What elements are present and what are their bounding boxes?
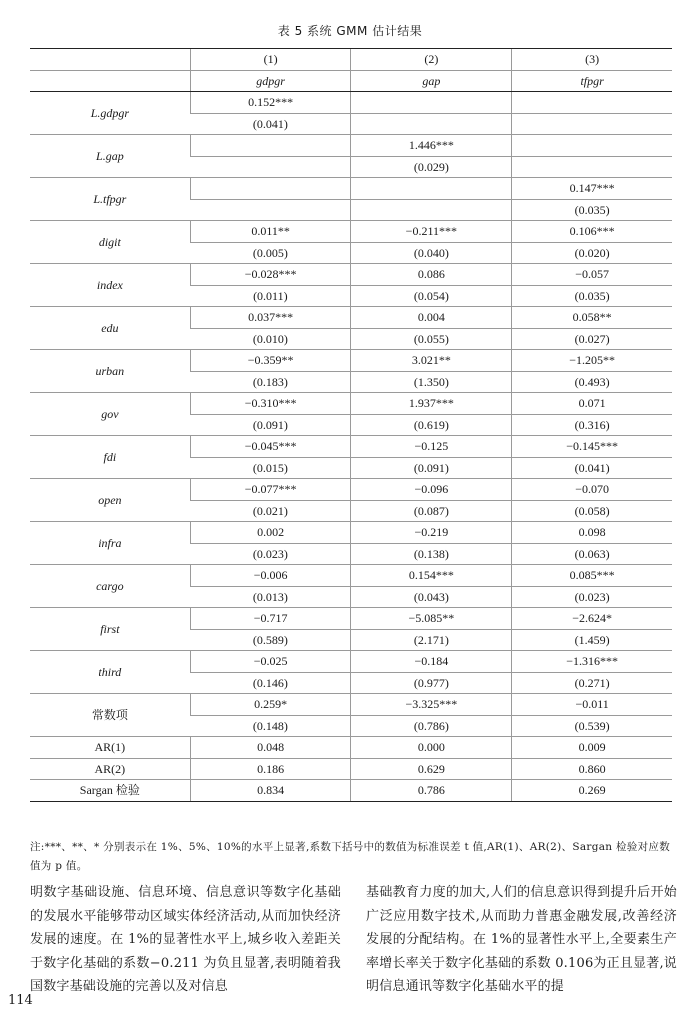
table-note: 注:***、**、* 分别表示在 1%、5%、10%的水平上显著,系数下括号中的数值为标准误差 t 值,AR(1)、AR(2)、Sargan 检验对应数值为 p 值。 xyxy=(30,841,671,872)
column-number: (1) xyxy=(190,49,351,71)
variable-row xyxy=(30,393,672,415)
standard-error-cell: (0.013) xyxy=(190,586,351,608)
coefficient-cell: −5.085** xyxy=(351,608,512,630)
standard-error-cell: (0.087) xyxy=(351,500,512,522)
standard-error-cell: (0.091) xyxy=(190,414,351,436)
standard-error-cell: (0.058) xyxy=(512,500,672,522)
coefficient-cell: −0.006 xyxy=(190,565,351,587)
coefficient-cell: −0.025 xyxy=(190,651,351,673)
standard-error-cell: (0.035) xyxy=(512,199,672,221)
standard-error-cell: (0.316) xyxy=(512,414,672,436)
statistic-row xyxy=(30,737,672,759)
body-text-left-column: 明数字基础设施、信息环境、信息意识等数字化基础的发展水平能够带动区域实体经济活动,从而加快经济发展的速度。在 1%的显著性水平上,城乡收入差距关于数字化基础的系数−0.211 为负且显著,表明随着我国数字基础设施的完善以及对信息 xyxy=(30,885,341,994)
statistic-value: 0.186 xyxy=(190,758,351,780)
coefficient-cell xyxy=(351,92,512,114)
standard-error-cell xyxy=(512,156,672,178)
variable-label: digit xyxy=(30,221,190,264)
standard-error-cell: (2.171) xyxy=(351,629,512,651)
variable-label: third xyxy=(30,651,190,694)
standard-error-cell: (0.619) xyxy=(351,414,512,436)
dependent-variable: tfpgr xyxy=(512,70,672,92)
standard-error-cell: (0.035) xyxy=(512,285,672,307)
standard-error-cell: (0.043) xyxy=(351,586,512,608)
standard-error-cell: (0.148) xyxy=(190,715,351,737)
statistic-value: 0.009 xyxy=(512,737,672,759)
coefficient-cell: 0.086 xyxy=(351,264,512,286)
coefficient-cell: 0.004 xyxy=(351,307,512,329)
coefficient-cell: 0.106*** xyxy=(512,221,672,243)
standard-error-cell: (0.040) xyxy=(351,242,512,264)
coefficient-cell xyxy=(190,135,351,157)
standard-error-cell: (0.023) xyxy=(190,543,351,565)
page-number: 114 xyxy=(8,993,33,1008)
coefficient-cell: −0.310*** xyxy=(190,393,351,415)
variable-row xyxy=(30,307,672,329)
standard-error-cell: (0.029) xyxy=(351,156,512,178)
variable-label: L.gdpgr xyxy=(30,92,190,135)
coefficient-cell: 0.037*** xyxy=(190,307,351,329)
standard-error-cell: (0.010) xyxy=(190,328,351,350)
coefficient-cell: 0.098 xyxy=(512,522,672,544)
coefficient-cell xyxy=(512,135,672,157)
statistic-row xyxy=(30,758,672,780)
coefficient-cell: −1.205** xyxy=(512,350,672,372)
standard-error-cell: (0.041) xyxy=(190,113,351,135)
variable-row xyxy=(30,135,672,157)
coefficient-cell: 3.021** xyxy=(351,350,512,372)
coefficient-cell: 0.002 xyxy=(190,522,351,544)
standard-error-cell: (0.539) xyxy=(512,715,672,737)
standard-error-cell: (0.055) xyxy=(351,328,512,350)
standard-error-cell: (0.027) xyxy=(512,328,672,350)
coefficient-cell: −0.077*** xyxy=(190,479,351,501)
variable-row xyxy=(30,651,672,673)
coefficient-cell: −0.096 xyxy=(351,479,512,501)
standard-error-cell: (0.041) xyxy=(512,457,672,479)
coefficient-cell: 1.937*** xyxy=(351,393,512,415)
statistic-value: 0.786 xyxy=(351,780,512,802)
coefficient-cell: −0.125 xyxy=(351,436,512,458)
header-blank-cell xyxy=(30,49,190,71)
standard-error-cell: (0.183) xyxy=(190,371,351,393)
standard-error-cell: (0.138) xyxy=(351,543,512,565)
statistic-value: 0.629 xyxy=(351,758,512,780)
variable-label: gov xyxy=(30,393,190,436)
coefficient-cell: 0.058** xyxy=(512,307,672,329)
statistic-label: AR(2) xyxy=(30,758,190,780)
coefficient-cell: −0.057 xyxy=(512,264,672,286)
standard-error-cell: (0.271) xyxy=(512,672,672,694)
variable-label: L.tfpgr xyxy=(30,178,190,221)
standard-error-cell: (0.589) xyxy=(190,629,351,651)
statistic-value: 0.000 xyxy=(351,737,512,759)
variable-label: index xyxy=(30,264,190,307)
variable-row xyxy=(30,565,672,587)
dependent-variable-row xyxy=(30,70,672,92)
coefficient-cell: −0.211*** xyxy=(351,221,512,243)
variable-row xyxy=(30,522,672,544)
coefficient-cell: −0.717 xyxy=(190,608,351,630)
standard-error-cell: (0.063) xyxy=(512,543,672,565)
standard-error-cell xyxy=(351,199,512,221)
coefficient-cell: 0.071 xyxy=(512,393,672,415)
variable-row xyxy=(30,92,672,114)
standard-error-cell: (0.977) xyxy=(351,672,512,694)
coefficient-cell: −0.028*** xyxy=(190,264,351,286)
standard-error-cell: (0.023) xyxy=(512,586,672,608)
standard-error-cell: (0.021) xyxy=(190,500,351,522)
variable-row xyxy=(30,479,672,501)
standard-error-cell: (0.146) xyxy=(190,672,351,694)
variable-label: cargo xyxy=(30,565,190,608)
variable-label: infra xyxy=(30,522,190,565)
variable-row xyxy=(30,264,672,286)
coefficient-cell: −0.359** xyxy=(190,350,351,372)
variable-row xyxy=(30,178,672,200)
standard-error-cell xyxy=(351,113,512,135)
coefficient-cell: −0.045*** xyxy=(190,436,351,458)
table-caption: 表 5 系统 GMM 估计结果 xyxy=(277,24,423,38)
dependent-variable: gap xyxy=(351,70,512,92)
variable-row xyxy=(30,436,672,458)
standard-error-cell xyxy=(190,199,351,221)
body-text-right-column: 基础教育力度的加大,人们的信息意识得到提升后开始广泛应用数字技术,从而助力普惠金融发展,改善经济发展的分配结构。在 1%的显著性水平上,全要素生产率增长率关于数字化基础的系数 0.106为正且显著,说明信息通讯等数字化基础水平的提 xyxy=(366,885,677,994)
standard-error-cell: (1.350) xyxy=(351,371,512,393)
standard-error-cell: (0.005) xyxy=(190,242,351,264)
coefficient-cell: −3.325*** xyxy=(351,694,512,716)
statistic-label: AR(1) xyxy=(30,737,190,759)
statistic-value: 0.048 xyxy=(190,737,351,759)
variable-label: first xyxy=(30,608,190,651)
statistic-label: Sargan 检验 xyxy=(30,780,190,802)
coefficient-cell: −0.011 xyxy=(512,694,672,716)
coefficient-cell: 0.259* xyxy=(190,694,351,716)
coefficient-cell: 0.154*** xyxy=(351,565,512,587)
coefficient-cell: 0.152*** xyxy=(190,92,351,114)
column-number: (2) xyxy=(351,49,512,71)
statistic-row xyxy=(30,780,672,802)
variable-label: 常数项 xyxy=(30,694,190,737)
coefficient-cell: −0.145*** xyxy=(512,436,672,458)
variable-label: urban xyxy=(30,350,190,393)
coefficient-cell xyxy=(351,178,512,200)
standard-error-cell: (0.493) xyxy=(512,371,672,393)
coefficient-cell: 1.446*** xyxy=(351,135,512,157)
variable-label: fdi xyxy=(30,436,190,479)
variable-row xyxy=(30,694,672,716)
column-number-row xyxy=(30,49,672,71)
regression-table xyxy=(30,48,672,802)
standard-error-cell: (0.091) xyxy=(351,457,512,479)
standard-error-cell: (0.011) xyxy=(190,285,351,307)
coefficient-cell: 0.011** xyxy=(190,221,351,243)
standard-error-cell xyxy=(190,156,351,178)
variable-row xyxy=(30,608,672,630)
variable-row xyxy=(30,221,672,243)
coefficient-cell: −0.070 xyxy=(512,479,672,501)
coefficient-cell: −1.316*** xyxy=(512,651,672,673)
dependent-variable: gdpgr xyxy=(190,70,351,92)
variable-label: L.gap xyxy=(30,135,190,178)
standard-error-cell: (0.015) xyxy=(190,457,351,479)
coefficient-cell xyxy=(512,92,672,114)
coefficient-cell: 0.085*** xyxy=(512,565,672,587)
coefficient-cell: −0.219 xyxy=(351,522,512,544)
variable-label: open xyxy=(30,479,190,522)
coefficient-cell: −2.624* xyxy=(512,608,672,630)
statistic-value: 0.834 xyxy=(190,780,351,802)
coefficient-cell: 0.147*** xyxy=(512,178,672,200)
variable-label: edu xyxy=(30,307,190,350)
variable-row xyxy=(30,350,672,372)
coefficient-cell xyxy=(190,178,351,200)
standard-error-cell xyxy=(512,113,672,135)
standard-error-cell: (0.020) xyxy=(512,242,672,264)
statistic-value: 0.860 xyxy=(512,758,672,780)
column-number: (3) xyxy=(512,49,672,71)
coefficient-cell: −0.184 xyxy=(351,651,512,673)
standard-error-cell: (1.459) xyxy=(512,629,672,651)
standard-error-cell: (0.786) xyxy=(351,715,512,737)
header-blank-cell xyxy=(30,70,190,92)
statistic-value: 0.269 xyxy=(512,780,672,802)
standard-error-cell: (0.054) xyxy=(351,285,512,307)
